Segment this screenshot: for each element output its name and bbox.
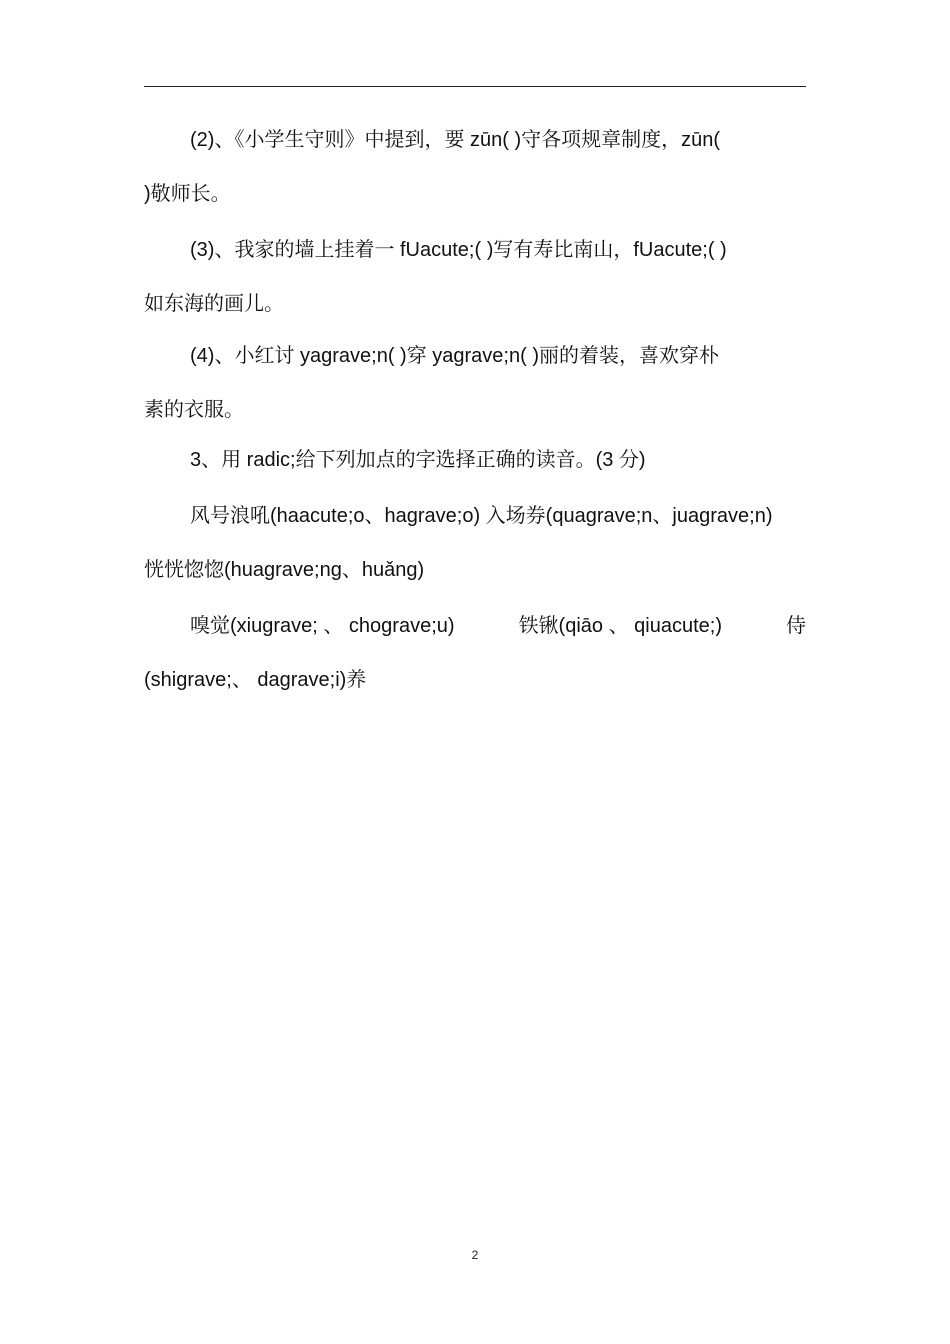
text-segment: 侍 xyxy=(786,615,806,637)
text-segment: 铁锹(qiāo 、 qiuacute;) xyxy=(518,615,722,637)
text-line: )敬师长。 xyxy=(144,183,231,205)
question-heading: 3、用 radic;给下列加点的字选择正确的读音。(3 分) xyxy=(190,449,646,471)
header-rule xyxy=(144,86,806,87)
text-line: 风号浪吼(haacute;o、hagrave;o) 入场券(quagrave;n、juagrave;n) xyxy=(190,505,773,527)
text-line: (4)、小红讨 yagrave;n( )穿 yagrave;n( )丽的着装，喜欢穿朴 xyxy=(190,345,719,367)
text-line: 素的衣服。 xyxy=(144,399,244,421)
text-line: 恍恍惚惚(huagrave;ng、huǎng) xyxy=(144,559,425,581)
text-line: (3)、我家的墙上挂着一 fUacute;( )写有寿比南山，fUacute;( ) xyxy=(190,239,727,261)
text-segment: 嗅觉(xiugrave; 、 chograve;u) xyxy=(190,615,455,637)
text-line: 如东海的画儿。 xyxy=(144,293,284,315)
text-line: (2)、《小学生守则》中提到，要 zūn( )守各项规章制度，zūn( xyxy=(190,129,721,151)
text-line xyxy=(144,613,806,639)
text-line: (shigrave;、 dagrave;i)养 xyxy=(144,669,367,691)
page-number: 2 xyxy=(471,1248,479,1262)
